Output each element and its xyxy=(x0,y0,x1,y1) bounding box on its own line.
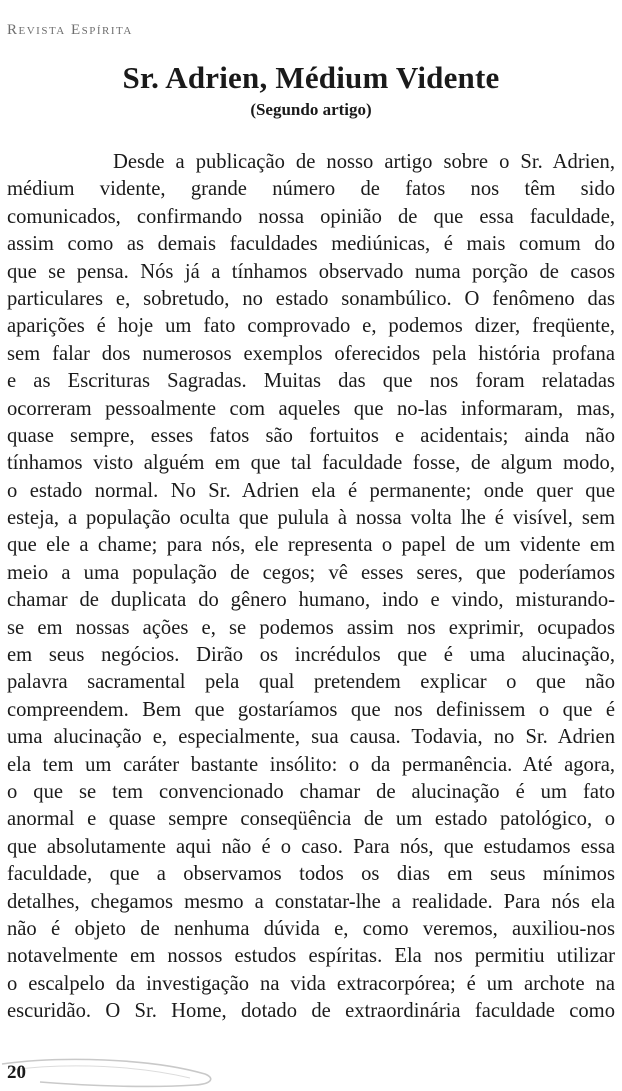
text-line: chamar de duplicata do gênero humano, indo e vindo, misturando- xyxy=(7,589,615,612)
text-line: faculdade, que a observamos todos os dias em seus mínimos xyxy=(7,863,615,886)
text-line: que se pensa. Nós já a tínhamos observado numa porção de casos xyxy=(7,260,615,283)
text-line: em seus negócios. Dirão os incrédulos que é uma alucinação, xyxy=(7,644,615,667)
text-line: o escalpelo da investigação na vida extracorpórea; é um archote na xyxy=(7,972,615,995)
text-line: compreendem. Bem que gostaríamos que nos definissem o que é xyxy=(7,698,615,721)
running-header: Revista Espírita xyxy=(7,22,133,38)
text-line: particulares e, sobretudo, no estado sonambúlico. O fenômeno das xyxy=(7,287,615,310)
text-line: ocorreram pessoalmente com aqueles que no-las informaram, mas, xyxy=(7,397,615,420)
text-line: escuridão. O Sr. Home, dotado de extraordinária faculdade como xyxy=(7,1000,615,1023)
text-line: palavra sacramental pela qual pretendem explicar o que não xyxy=(7,671,615,694)
text-line: médium vidente, grande número de fatos nos têm sido xyxy=(7,178,615,201)
article-body xyxy=(7,149,615,1026)
text-line: o que se tem convencionado chamar de alucinação é um fato xyxy=(7,780,615,803)
text-line: que ele a chame; para nós, ele representa o papel de um vidente em xyxy=(7,534,615,557)
text-line: anormal e quase sempre conseqüência de um estado patológico, o xyxy=(7,808,615,831)
text-line: não é objeto de nenhuma dúvida e, como veremos, auxiliou-nos xyxy=(7,917,615,940)
article-title: Sr. Adrien, Médium Vidente xyxy=(122,60,500,95)
text-line: aparições é hoje um fato comprovado e, podemos dizer, freqüente, xyxy=(7,315,615,338)
text-line: Desde a publicação de nosso artigo sobre o Sr. Adrien, xyxy=(113,151,615,173)
text-line: quase sempre, esses fatos são fortuitos e acidentais; ainda não xyxy=(7,424,615,447)
text-line: notavelmente em nossos estudos espíritas. Ela nos permitiu utilizar xyxy=(7,945,615,968)
swoosh-ornament-icon xyxy=(0,1052,230,1091)
text-line: uma alucinação e, especialmente, sua causa. Todavia, no Sr. Adrien xyxy=(7,726,615,749)
text-line: esteja, a população oculta que pulula à nossa volta lhe é visível, sem xyxy=(7,507,615,530)
article-subtitle: (Segundo artigo) xyxy=(250,100,372,119)
text-line: detalhes, chegamos mesmo a constatar-lhe a realidade. Para nós ela xyxy=(7,890,615,913)
text-line: que absolutamente aqui não é o caso. Para nós, que estudamos essa xyxy=(7,835,615,858)
text-line: o estado normal. No Sr. Adrien ela é permanente; onde quer que xyxy=(7,479,615,502)
page-number: 20 xyxy=(7,1062,26,1083)
text-line: comunicados, confirmando nossa opinião de que essa faculdade, xyxy=(7,205,615,228)
text-line: tínhamos visto alguém em que tal faculdade fosse, de algum modo, xyxy=(7,452,615,475)
text-line: meio a uma população de cegos; vê esses seres, que poderíamos xyxy=(7,561,615,584)
text-line: assim como as demais faculdades mediúnicas, é mais comum do xyxy=(7,233,615,256)
text-line: ela tem um caráter bastante insólito: o da permanência. Até agora, xyxy=(7,753,615,776)
text-line: se em nossas ações e, se podemos assim nos exprimir, ocupados xyxy=(7,616,615,639)
text-line: sem falar dos numerosos exemplos oferecidos pela história profana xyxy=(7,342,615,365)
text-line: e as Escrituras Sagradas. Muitas das que nos foram relatadas xyxy=(7,370,615,393)
